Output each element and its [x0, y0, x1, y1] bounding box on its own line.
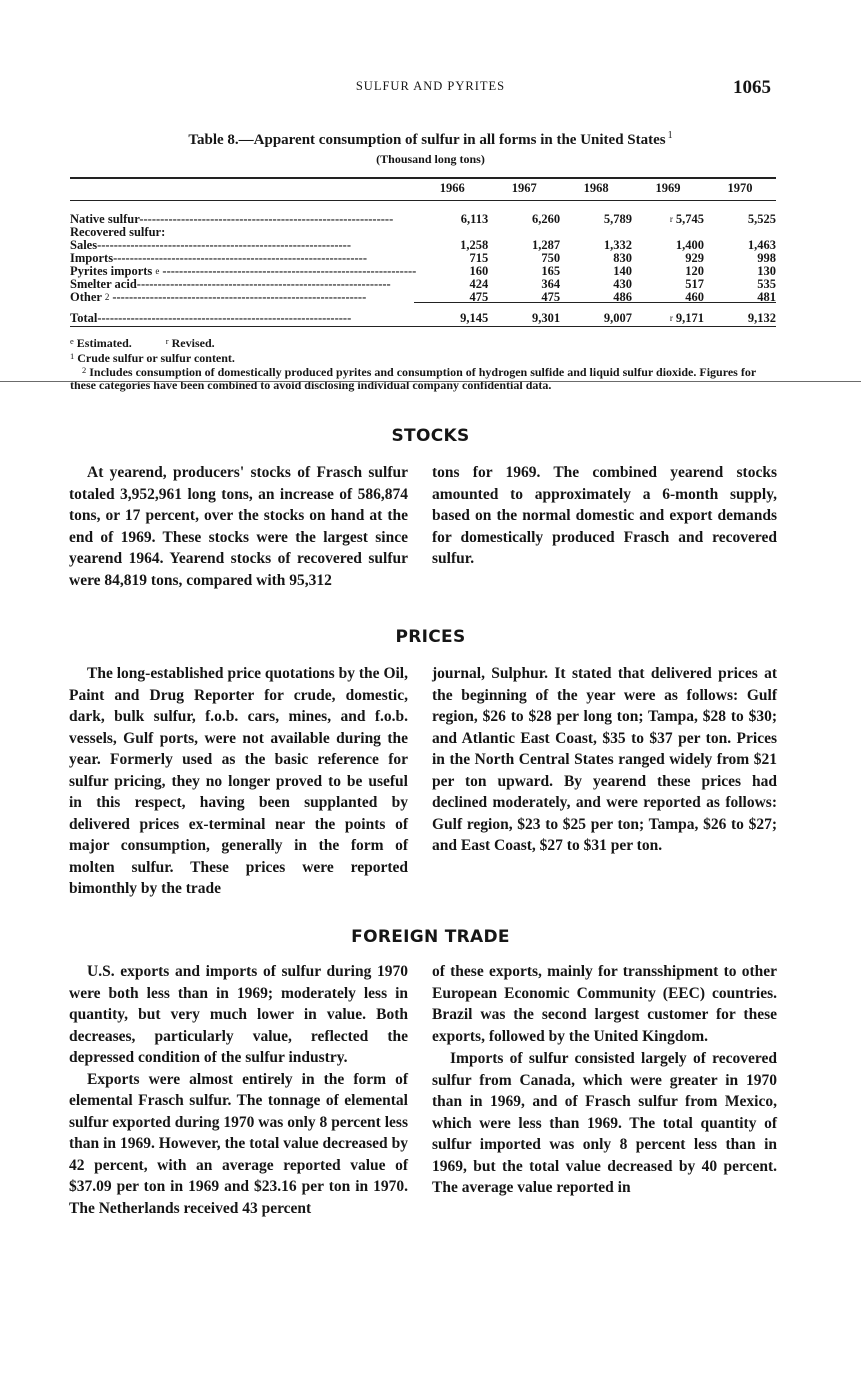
table-cell: 517 — [685, 277, 705, 291]
table-cell: 535 — [757, 277, 776, 291]
table-bottom-rule — [70, 326, 776, 327]
table-cell: 6,260 — [532, 212, 561, 226]
footnote-2-mark: 2 — [104, 292, 110, 302]
table-cell: 929 — [685, 251, 705, 265]
table-cell: 165 — [541, 264, 561, 278]
table-cell: 9,132 — [747, 311, 776, 325]
footnote-estimated: Estimated. — [76, 336, 132, 350]
table-cell: 430 — [613, 277, 633, 291]
column-header: 1970 — [727, 181, 753, 195]
table-footnotes — [70, 335, 778, 391]
table-cell: 460 — [685, 290, 705, 304]
footnote-2: $^2$ Includes consumption of domestically produced pyrites and consumption of hydrogen sulfide and liquid sulfur dioxide. Figures for these categories have been combined to avoid disclosing individual company confidential data. — [70, 365, 756, 392]
table-title-footnote-mark: 1 — [667, 130, 673, 141]
footnote-marks-line: $^e$ Estimated. $^r$ Revised. — [70, 336, 215, 350]
row-label: Other 2 ------------------------------------------------------------- — [70, 291, 367, 304]
table-cell: 1,258 — [460, 238, 489, 252]
scan-artifact-line — [0, 381, 861, 382]
table-row — [70, 265, 776, 278]
column-header: 1969 — [655, 181, 681, 195]
row-label: Native sulfur------------------------------------------------------------- — [70, 213, 394, 226]
column-header: 1966 — [439, 181, 465, 195]
table-cell: 9,007 — [603, 311, 633, 325]
table-top-rule — [70, 177, 776, 179]
table-cell: 830 — [613, 251, 633, 265]
table-header-row — [70, 181, 776, 201]
stocks-paragraph-continued: tons for 1969. The combined yearend stocks amounted to approximately a 6-month supply, based on the normal domestic and export demands for domestically produced Frasch and recovered sulfur. — [432, 464, 777, 567]
page-number: 1065 — [733, 77, 771, 98]
table-cell: r 5,745 — [669, 212, 705, 226]
stocks-right-column — [432, 462, 777, 570]
footnote-1: $^1$ Crude sulfur or sulfur content. — [70, 350, 235, 365]
header-blank — [70, 181, 416, 201]
table-cell: 5,525 — [747, 212, 776, 226]
table-cell: 475 — [469, 290, 489, 304]
prices-paragraph-continued: journal, Sulphur. It stated that delivered prices at the beginning of the year were as follows: Gulf region, $26 to $28 per long ton; Tampa, $28 to $30; and Atlantic East Coast, $35 to $37 per ton. Prices in the North Central States ranged widely from $21 per ton upward. By yearend these prices had declined moderately, and were reported as follows: Gulf region, $23 to $25 per ton; Tampa, $26 to $27; and East Coast, $27 to $31 per ton. — [432, 665, 777, 854]
table-cell: 1,463 — [747, 238, 776, 252]
table-cell: r 9,171 — [669, 311, 705, 325]
table-total-row — [70, 304, 776, 325]
table-title — [0, 130, 861, 149]
table-cell: 475 — [541, 290, 561, 304]
prices-heading: PRICES — [395, 627, 466, 647]
foreign-trade-paragraph-continued: of these exports, mainly for transshipment to other European Economic Community (EEC) countries. Brazil was the second largest customer for these exports, followed by the United Kingdom. — [432, 963, 777, 1045]
foreign-trade-right-column — [432, 961, 777, 1199]
table-cell: 750 — [541, 251, 561, 265]
column-header: 1967 — [511, 181, 537, 195]
prices-right-column — [432, 663, 777, 857]
row-label: Pyrites imports e ------------------------------------------------------------- — [70, 265, 417, 278]
table-cell: 140 — [613, 264, 633, 278]
table-cell: 120 — [685, 264, 705, 278]
prices-left-column — [69, 663, 408, 900]
revised-mark: r — [669, 313, 673, 323]
table-cell: 6,113 — [460, 212, 489, 226]
foreign-trade-paragraph-3: Imports of sulfur consisted largely of recovered sulfur from Canada, which were greater in 1970 than in 1969, and of Frasch sulfur from Mexico, which were less than 1969. The total quantity of sulfur imported was only 8 percent less than in 1969, but the total value decreased by 40 percent. The average value reported in — [432, 1050, 777, 1196]
table-row — [70, 213, 776, 226]
column-header: 1968 — [583, 181, 609, 195]
table-cell: 424 — [469, 277, 489, 291]
stocks-left-column — [69, 462, 408, 591]
table-cell: 486 — [613, 290, 633, 304]
table-cell: 9,145 — [460, 311, 489, 325]
foreign-trade-paragraph-2: Exports were almost entirely in the form of elemental Frasch sulfur. The tonnage of elemental sulfur exported during 1970 was only 8 percent less than in 1969. However, the total value decreased by 42 percent, with an average reported value of $37.09 per ton in 1969 and $23.16 per ton in 1970. The Netherlands received 43 percent — [69, 1070, 408, 1217]
row-label: Sales------------------------------------------------------------- — [70, 239, 352, 252]
table-cell: 715 — [469, 251, 489, 265]
table-cell: 364 — [541, 277, 561, 291]
table-cell: 1,400 — [675, 238, 705, 252]
table-cell: 1,287 — [532, 238, 561, 252]
estimated-mark: e — [155, 266, 160, 276]
table-cell: 160 — [469, 264, 489, 278]
foreign-trade-heading: FOREIGN TRADE — [351, 927, 510, 947]
running-title: SULFUR AND PYRITES — [355, 79, 506, 93]
revised-mark: r — [669, 214, 673, 224]
row-label: Smelter acid------------------------------------------------------------- — [70, 278, 391, 291]
table-row — [70, 252, 776, 265]
stocks-heading: STOCKS — [391, 426, 470, 446]
row-label: Imports------------------------------------------------------------- — [70, 252, 367, 265]
row-label: Total------------------------------------------------------------- — [70, 311, 352, 325]
stocks-paragraph: At yearend, producers' stocks of Frasch sulfur totaled 3,952,961 long tons, an increase of 586,874 tons, or 17 percent, over the stocks on hand at the end of 1969. These stocks were the largest since yearend 1964. Yearend stocks of recovered sulfur were 84,819 tons, compared with 95,312 — [69, 464, 408, 589]
table-subtitle: (Thousand long tons) — [376, 152, 485, 166]
prices-paragraph: The long-established price quotations by the Oil, Paint and Drug Reporter for crude, domestic, dark, bulk sulfur, f.o.b. cars, mines, and f.o.b. vessels, Gulf ports, were not available during the year. Formerly used as the basic reference for sulfur pricing, they no longer proved to be useful in this respect, having been supplanted by delivered prices ex-terminal near the points of major consumption, generally in the form of molten sulfur. These prices were reported bimonthly by the trade — [69, 665, 408, 897]
table-row — [70, 226, 776, 239]
table-cell: 998 — [757, 251, 776, 265]
table-cell: 1,332 — [603, 238, 633, 252]
table-cell: 5,789 — [603, 212, 633, 226]
table-row — [70, 278, 776, 291]
table-cell: 130 — [757, 264, 776, 278]
table-cell: 9,301 — [532, 311, 561, 325]
table-cell: 481 — [757, 290, 776, 304]
foreign-trade-left-column — [69, 961, 408, 1219]
table-title-text: Table 8.—Apparent consumption of sulfur in all forms in the United States — [188, 132, 666, 148]
row-label: Recovered sulfur: — [70, 226, 166, 239]
table-row — [70, 239, 776, 252]
footnote-revised: Revised. — [171, 336, 215, 350]
foreign-trade-paragraph-1: U.S. exports and imports of sulfur during 1970 were both less than in 1969; moderately less in quantity, but very much lower in value. Both decreases, particularly value, reflected the depressed condition of the sulfur industry. — [69, 963, 408, 1066]
table-row — [70, 291, 776, 304]
consumption-table — [70, 181, 776, 325]
